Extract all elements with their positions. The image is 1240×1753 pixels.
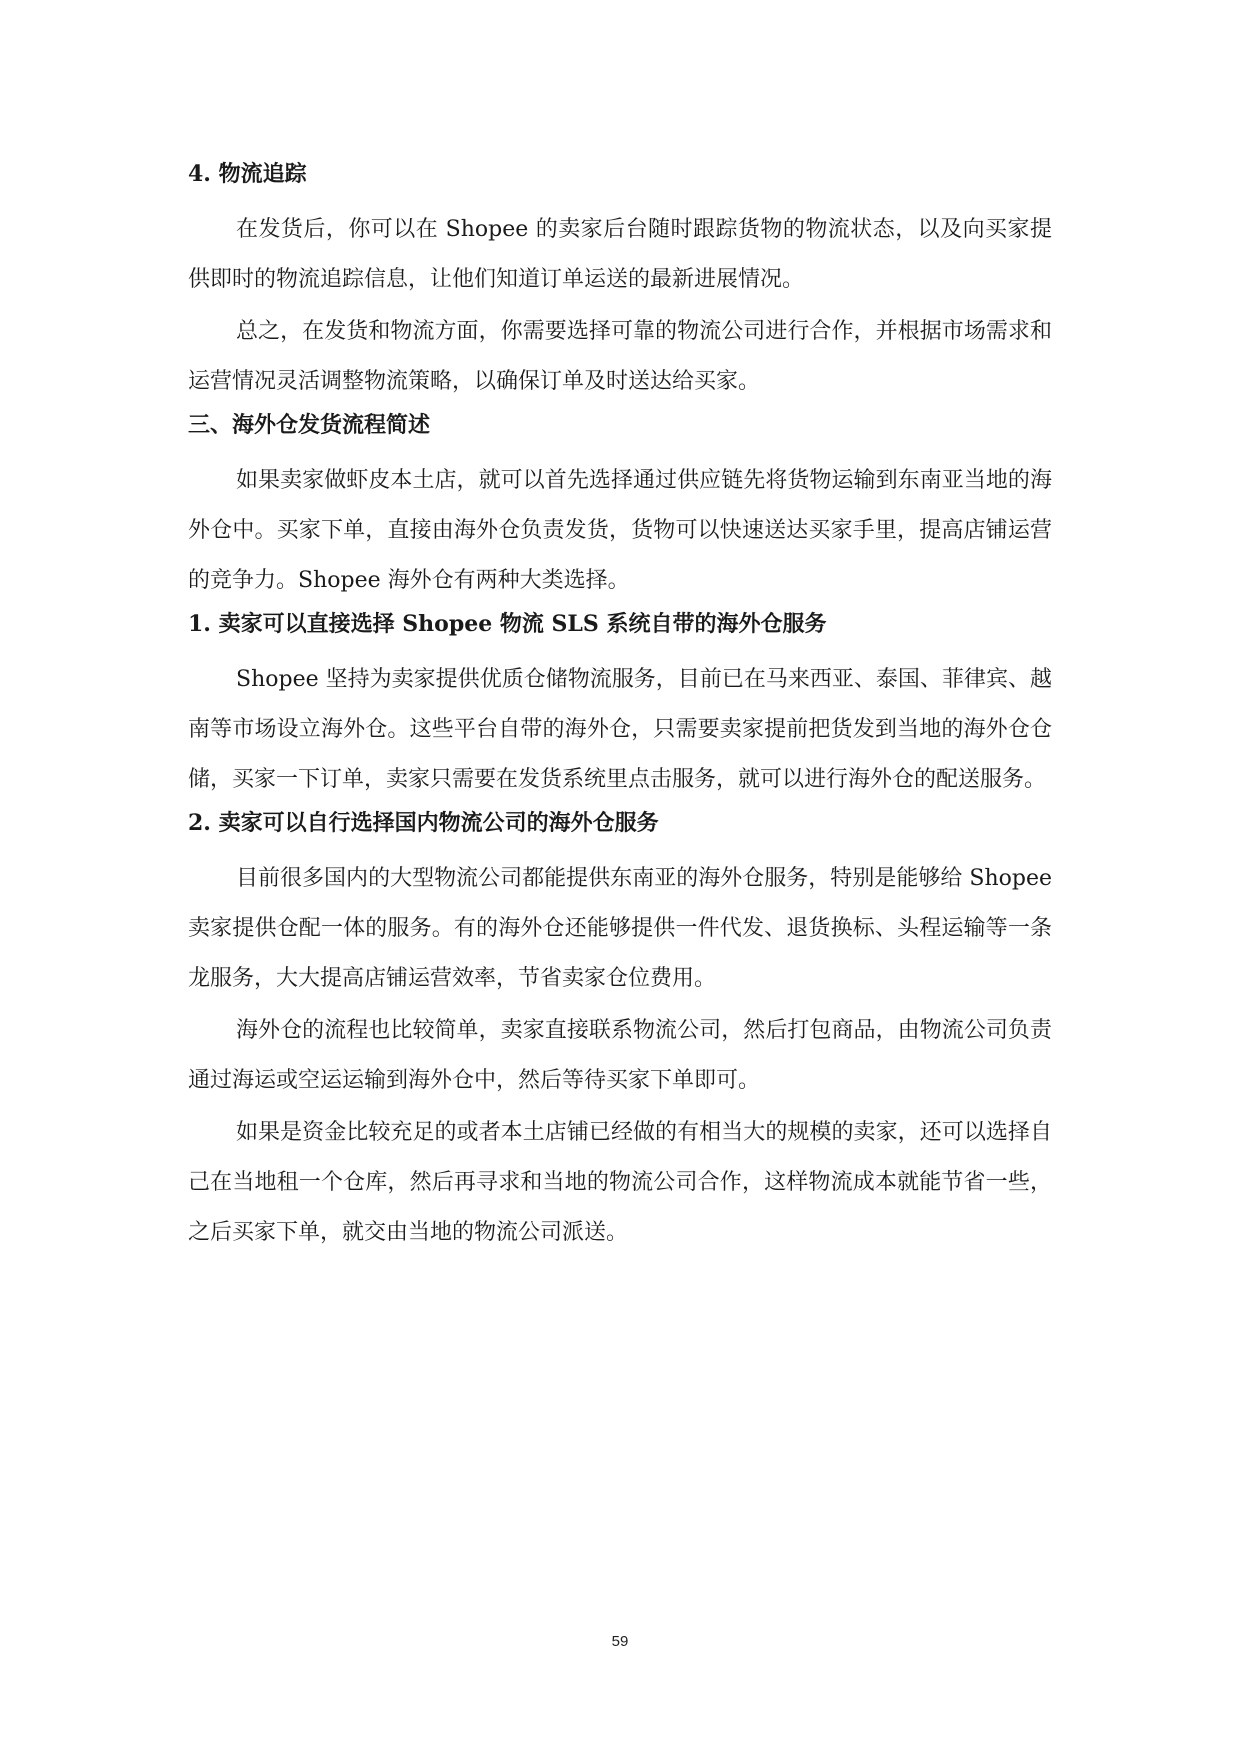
section-heading-overseas-warehouse: 三、海外仓发货流程简述 — [188, 412, 431, 438]
paragraph-tracking: 在发货后，你可以在 Shopee 的卖家后台随时跟踪货物的物流状态，以及向买家提供即时的物流追踪信息，让他们知道订单运送的最新进展情况。 — [188, 217, 1052, 292]
subheading-sls-warehouse: 1. 卖家可以直接选择 Shopee 物流 SLS 系统自带的海外仓服务 — [188, 611, 827, 637]
paragraph-overseas-intro: 如果卖家做虾皮本土店，就可以首先选择通过供应链先将货物运输到东南亚当地的海外仓中。买家下单，直接由海外仓负责发货，货物可以快速送达买家手里，提高店铺运营的竞争力。Shopee 海外仓有两种大类选择。 — [188, 468, 1052, 593]
paragraph-sls-warehouse: Shopee 坚持为卖家提供优质仓储物流服务，目前已在马来西亚、泰国、菲律宾、越南等市场设立海外仓。这些平台自带的海外仓，只需要卖家提前把货发到当地的海外仓仓储，买家一下订单，卖家只需要在发货系统里点击服务，就可以进行海外仓的配送服务。 — [188, 667, 1052, 792]
paragraph-warehouse-process: 海外仓的流程也比较简单，卖家直接联系物流公司，然后打包商品，由物流公司负责通过海运或空运运输到海外仓中，然后等待买家下单即可。 — [188, 1018, 1052, 1093]
section-heading-logistics-tracking: 4. 物流追踪 — [188, 161, 307, 187]
paragraph-domestic-logistics: 目前很多国内的大型物流公司都能提供东南亚的海外仓服务，特别是能够给 Shopee 卖家提供仓配一体的服务。有的海外仓还能够提供一件代发、退货换标、头程运输等一条龙服务，大大提高店铺运营效率，节省卖家仓位费用。 — [188, 866, 1052, 991]
paragraph-self-rent-warehouse: 如果是资金比较充足的或者本土店铺已经做的有相当大的规模的卖家，还可以选择自己在当地租一个仓库，然后再寻求和当地的物流公司合作，这样物流成本就能节省一些，之后买家下单，就交由当地的物流公司派送。 — [188, 1120, 1052, 1245]
paragraph-summary: 总之，在发货和物流方面，你需要选择可靠的物流公司进行合作，并根据市场需求和运营情况灵活调整物流策略，以确保订单及时送达给买家。 — [188, 319, 1052, 394]
subheading-domestic-logistics: 2. 卖家可以自行选择国内物流公司的海外仓服务 — [188, 810, 659, 836]
document-body — [188, 158, 1052, 1260]
page-number: 59 — [611, 1633, 629, 1650]
